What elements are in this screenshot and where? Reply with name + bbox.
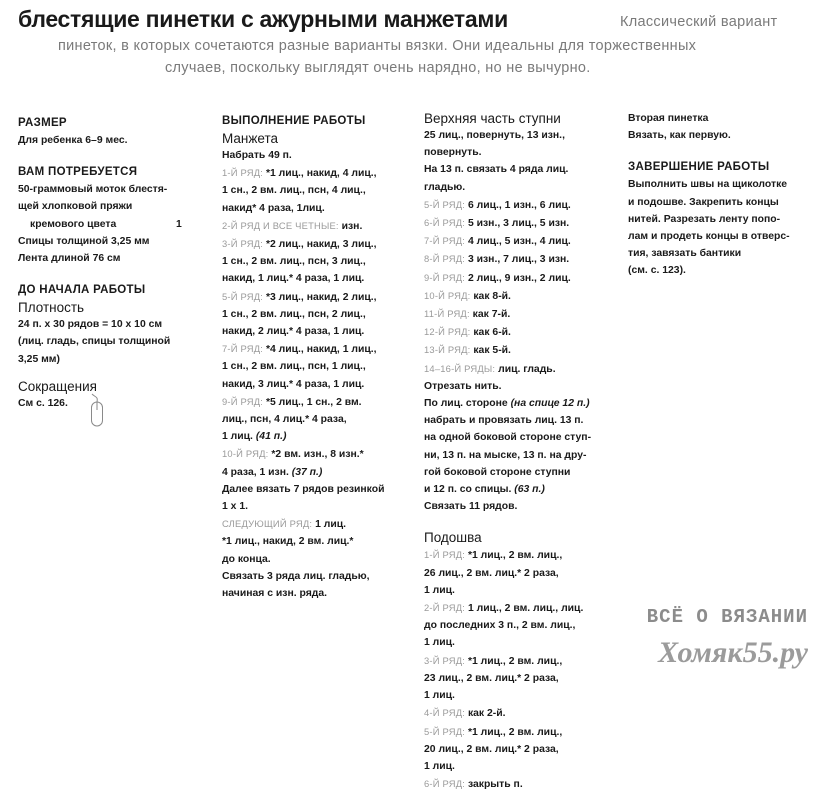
instruction-line — [222, 340, 418, 358]
finish-heading: ЗАВЕРШЕНИЕ РАБОТЫ — [628, 161, 770, 174]
instruction-line — [424, 196, 620, 214]
column-foot — [424, 110, 620, 793]
row-label: 4-Й РЯД: — [424, 707, 466, 719]
column-work — [222, 112, 418, 602]
instruction-text: 25 лиц., повернуть, 13 изн., — [424, 130, 565, 141]
row-label: 6-Й РЯД: — [424, 778, 466, 790]
mouse-icon — [90, 392, 104, 428]
row-label: 12-Й РЯД: — [424, 326, 471, 338]
instruction-line — [424, 305, 620, 323]
instruction-line — [222, 164, 418, 182]
row-label: 14–16-Й РЯДЫ: — [424, 362, 496, 374]
instruction-text: 1 х 1. — [222, 501, 248, 513]
instruction-line — [424, 723, 620, 741]
instruction-line — [222, 481, 418, 498]
sole-title: Подошва — [424, 530, 482, 546]
instruction-line — [424, 652, 620, 670]
instruction-text: на одной боковой стороне ступ- — [424, 432, 592, 444]
before-heading: ДО НАЧАЛА РАБОТЫ — [18, 284, 146, 297]
instruction-text: как 8-й. — [473, 290, 511, 302]
instruction-text: Связать 3 ряда лиц. гладью, — [222, 570, 370, 582]
instruction-line — [424, 378, 620, 395]
instruction-text: 2 лиц., 9 изн., 2 лиц. — [467, 272, 571, 284]
instruction-text: *1 лиц., 2 вм. лиц., — [467, 550, 563, 562]
cuff-instructions — [222, 147, 418, 602]
instruction-text: гой боковой стороне ступни — [424, 466, 571, 478]
instruction-line — [424, 498, 620, 515]
instruction-line — [222, 323, 418, 340]
materials-line: Лента длиной 76 см — [18, 253, 121, 265]
instruction-text: 1 лиц., 2 вм. лиц., лиц. — [467, 603, 584, 615]
instruction-text: как 6-й. — [473, 327, 511, 339]
row-label: 10-Й РЯД: — [424, 289, 471, 301]
instruction-text: *2 вм. изн., 8 изн.* — [271, 449, 364, 461]
instruction-line — [424, 269, 620, 287]
instruction-line — [424, 429, 620, 446]
instruction-line — [222, 235, 418, 253]
instruction-line — [424, 670, 620, 687]
abbr-title: Сокращения — [18, 378, 97, 394]
instruction-text: 1 сн., 2 вм. лиц., псн, 3 лиц., — [222, 256, 366, 268]
stitch-count: (63 п.) — [514, 484, 545, 496]
instruction-line — [222, 464, 418, 481]
instruction-line — [222, 445, 418, 463]
row-label: 1-Й РЯД: — [222, 167, 264, 179]
abbr-text: См с. 126. — [18, 397, 68, 409]
instruction-text: Далее вязать 7 рядов резинкой — [222, 483, 385, 495]
instruction-text: 23 лиц., 2 вм. лиц.* 2 раза, — [424, 672, 559, 684]
instruction-line — [222, 376, 418, 393]
column-finish — [628, 110, 808, 280]
instruction-line — [424, 144, 620, 161]
instruction-text: 20 лиц., 2 вм. лиц.* 2 раза, — [424, 743, 559, 755]
materials-line: щей хлопковой пряжи — [18, 201, 133, 213]
intro-line-2: пинеток, в которых сочетаются разные варианты вязки. Они идеальны для торжественных — [58, 38, 697, 54]
instruction-text: *3 лиц., накид, 2 лиц., — [265, 291, 377, 303]
row-label: 8-Й РЯД: — [424, 253, 466, 265]
instruction-line — [424, 395, 620, 412]
instruction-text: *1 лиц., накид, 4 лиц., — [265, 168, 377, 180]
instruction-line — [424, 599, 620, 617]
instruction-text: 1 лиц. — [424, 760, 455, 772]
instruction-text: накид, 2 лиц.* 4 раза, 1 лиц. — [222, 326, 365, 338]
sole-instructions — [424, 546, 620, 793]
second-heading: Вторая пинетка — [628, 113, 709, 124]
instruction-line — [424, 741, 620, 758]
instruction-text: 1 сн., 2 вм. лиц., псн, 2 лиц., — [222, 308, 366, 320]
row-label: 1-Й РЯД: — [424, 549, 466, 561]
instruction-text: 1 лиц. — [222, 431, 253, 443]
instruction-line — [222, 358, 418, 375]
finish-line: тия, завязать бантики — [628, 248, 742, 260]
instruction-text: начиная с изн. ряда. — [222, 588, 328, 600]
materials-heading: ВАМ ПОТРЕБУЕТСЯ — [18, 166, 138, 179]
instruction-line — [222, 533, 418, 550]
instruction-text: ни, 13 п. на мыске, 13 п. на дру- — [424, 449, 587, 461]
row-label: 7-Й РЯД: — [424, 235, 466, 247]
instruction-line — [424, 127, 620, 144]
upper-instructions — [424, 127, 620, 515]
instruction-line — [424, 565, 620, 582]
row-label: 5-Й РЯД: — [424, 198, 466, 210]
instruction-line — [424, 464, 620, 481]
instruction-text: На 13 п. связать 4 ряда лиц. — [424, 164, 569, 176]
instruction-line — [222, 253, 418, 270]
instruction-text: *4 лиц., накид, 1 лиц., — [265, 344, 377, 356]
row-label: 10-Й РЯД: — [222, 448, 269, 460]
row-label: 7-Й РЯД: — [222, 343, 264, 355]
gauge-line: 24 п. х 30 рядов = 10 х 10 см — [18, 319, 163, 331]
instruction-line — [222, 551, 418, 568]
instruction-text: *1 лиц., 2 вм. лиц., — [467, 655, 563, 667]
finish-line: (см. с. 123). — [628, 265, 686, 277]
materials-line: Спицы толщиной 3,25 мм — [18, 235, 150, 247]
instruction-text: *2 лиц., накид, 3 лиц., — [265, 239, 377, 251]
finish-line: и подошве. Закрепить концы — [628, 196, 779, 208]
instruction-line — [222, 585, 418, 602]
instruction-line — [222, 393, 418, 411]
instruction-text: 1 сн., 2 вм. лиц., псн, 1 лиц., — [222, 361, 366, 373]
intro-line-3: случаев, поскольку выглядят очень нарядно, но не вычурно. — [165, 60, 591, 76]
instruction-text: 5 изн., 3 лиц., 5 изн. — [467, 218, 570, 230]
instruction-line — [222, 498, 418, 515]
instruction-text: как 7-й. — [472, 309, 511, 321]
instruction-text: как 5-й. — [473, 345, 511, 357]
instruction-line — [424, 617, 620, 634]
intro-line-1: Классический вариант — [620, 14, 778, 30]
instruction-line — [424, 582, 620, 599]
row-label: 2-Й РЯД И ВСЕ ЧЕТНЫЕ: — [222, 219, 339, 231]
instruction-text: и 12 п. со спицы. — [424, 484, 512, 496]
instruction-line — [222, 288, 418, 306]
instruction-text: *5 лиц., 1 сн., 2 вм. — [265, 396, 362, 408]
row-label: 11-Й РЯД: — [424, 308, 470, 320]
finish-line: лам и продеть концы в отверс- — [628, 231, 790, 243]
upper-title: Верхняя часть ступни — [424, 111, 561, 126]
gauge-line: 3,25 мм) — [18, 353, 60, 365]
row-label: 5-Й РЯД: — [222, 290, 264, 302]
work-heading: ВЫПОЛНЕНИЕ РАБОТЫ — [222, 115, 366, 127]
instruction-text: набрать и провязать лиц. 13 п. — [424, 415, 584, 427]
instruction-line — [222, 306, 418, 323]
page-title: блестящие пинетки с ажурными манжетами — [18, 6, 508, 32]
gauge-title: Плотность — [18, 300, 85, 316]
instruction-line — [222, 217, 418, 235]
gauge-line: (лиц. гладь, спицы толщиной — [18, 336, 171, 348]
row-label: 5-Й РЯД: — [424, 725, 466, 737]
row-label: 3-Й РЯД: — [222, 238, 264, 250]
materials-qty: 1 — [176, 218, 182, 230]
instruction-text: *1 лиц., накид, 2 вм. лиц.* — [222, 536, 354, 548]
instruction-text: 1 лиц. — [424, 690, 455, 702]
instruction-text: 26 лиц., 2 вм. лиц.* 2 раза, — [424, 567, 559, 579]
row-label: 2-Й РЯД: — [424, 602, 466, 614]
instruction-text: как 2-й. — [467, 708, 506, 720]
instruction-line — [424, 341, 620, 359]
stitch-count: (37 п.) — [291, 466, 323, 478]
instruction-line — [424, 447, 620, 464]
instruction-line — [424, 634, 620, 651]
column-info — [18, 114, 198, 412]
materials-line: кремового цвета — [30, 218, 117, 230]
instruction-text: 4 лиц., 5 изн., 4 лиц. — [467, 236, 571, 248]
instruction-text: до конца. — [222, 553, 271, 565]
instruction-text: гладью. — [424, 181, 466, 193]
row-label: 13-Й РЯД: — [424, 344, 471, 356]
instruction-text: 1 лиц. — [424, 584, 455, 596]
row-label: 9-Й РЯД: — [222, 395, 264, 407]
instruction-line — [424, 481, 620, 498]
instruction-text: лиц. гладь. — [498, 363, 556, 375]
instruction-text: 1 лиц. — [424, 637, 455, 649]
materials-line: 50-граммовый моток блестя- — [18, 184, 168, 196]
watermark-site-name: ВСЁ О ВЯЗАНИИ — [646, 606, 808, 628]
second-text: Вязать, как первую. — [628, 130, 731, 142]
instruction-line — [424, 214, 620, 232]
instruction-line — [222, 200, 418, 217]
instruction-line — [424, 287, 620, 305]
stitch-count: (на спице 12 п.) — [510, 398, 590, 410]
instruction-line — [424, 412, 620, 429]
instruction-text: закрыть п. — [467, 779, 523, 791]
instruction-text: 6 лиц., 1 изн., 6 лиц. — [467, 199, 571, 211]
instruction-text: Отрезать нить. — [424, 380, 502, 392]
instruction-text: Набрать 49 п. — [222, 150, 292, 161]
instruction-line — [424, 250, 620, 268]
instruction-text: 1 лиц. — [315, 519, 347, 531]
instruction-line — [222, 411, 418, 428]
finish-line: Выполнить швы на щиколотке — [628, 179, 788, 191]
instruction-line — [222, 182, 418, 199]
cuff-title: Манжета — [222, 131, 278, 146]
instruction-line — [424, 758, 620, 775]
instruction-text: 4 раза, 1 изн. — [222, 466, 289, 478]
instruction-text: Связать 11 рядов. — [424, 501, 518, 513]
instruction-text: *1 лиц., 2 вм. лиц., — [467, 726, 563, 738]
instruction-text: 1 сн., 2 вм. лиц., псн, 4 лиц., — [222, 185, 366, 197]
row-label: СЛЕДУЮЩИЙ РЯД: — [222, 518, 313, 530]
instruction-line — [424, 546, 620, 564]
row-label: 9-Й РЯД: — [424, 271, 466, 283]
instruction-line — [424, 179, 620, 196]
finish-line: нитей. Разрезать ленту попо- — [628, 213, 781, 225]
size-heading: РАЗМЕР — [18, 117, 67, 129]
instruction-line — [424, 687, 620, 704]
instruction-line — [222, 428, 418, 445]
instruction-text: изн. — [341, 220, 363, 232]
instruction-text: лиц., псн, 4 лиц.* 4 раза, — [222, 414, 347, 426]
stitch-count: (41 п.) — [255, 431, 287, 443]
instruction-line — [222, 515, 418, 533]
size-text: Для ребенка 6–9 мес. — [18, 135, 128, 146]
instruction-line — [424, 323, 620, 341]
instruction-text: накид* 4 раза, 1лиц. — [222, 202, 325, 214]
instruction-text: накид, 3 лиц.* 4 раза, 1 лиц. — [222, 378, 365, 390]
instruction-text: до последних 3 п., 2 вм. лиц., — [424, 620, 576, 632]
instruction-line — [222, 270, 418, 287]
instruction-line — [222, 147, 418, 164]
instruction-line — [424, 360, 620, 378]
instruction-line — [424, 704, 620, 722]
instruction-line — [424, 232, 620, 250]
row-label: 6-Й РЯД: — [424, 217, 466, 229]
instruction-line — [424, 775, 620, 793]
row-label: 3-Й РЯД: — [424, 654, 466, 666]
instruction-text: накид, 1 лиц.* 4 раза, 1 лиц. — [222, 273, 365, 285]
instruction-line — [424, 161, 620, 178]
instruction-text: По лиц. стороне — [424, 398, 508, 410]
watermark-site-logo: Хомяк55.ру — [658, 636, 808, 669]
instruction-text: 3 изн., 7 лиц., 3 изн. — [467, 254, 570, 266]
instruction-text: повернуть. — [424, 147, 482, 159]
instruction-line — [222, 568, 418, 585]
